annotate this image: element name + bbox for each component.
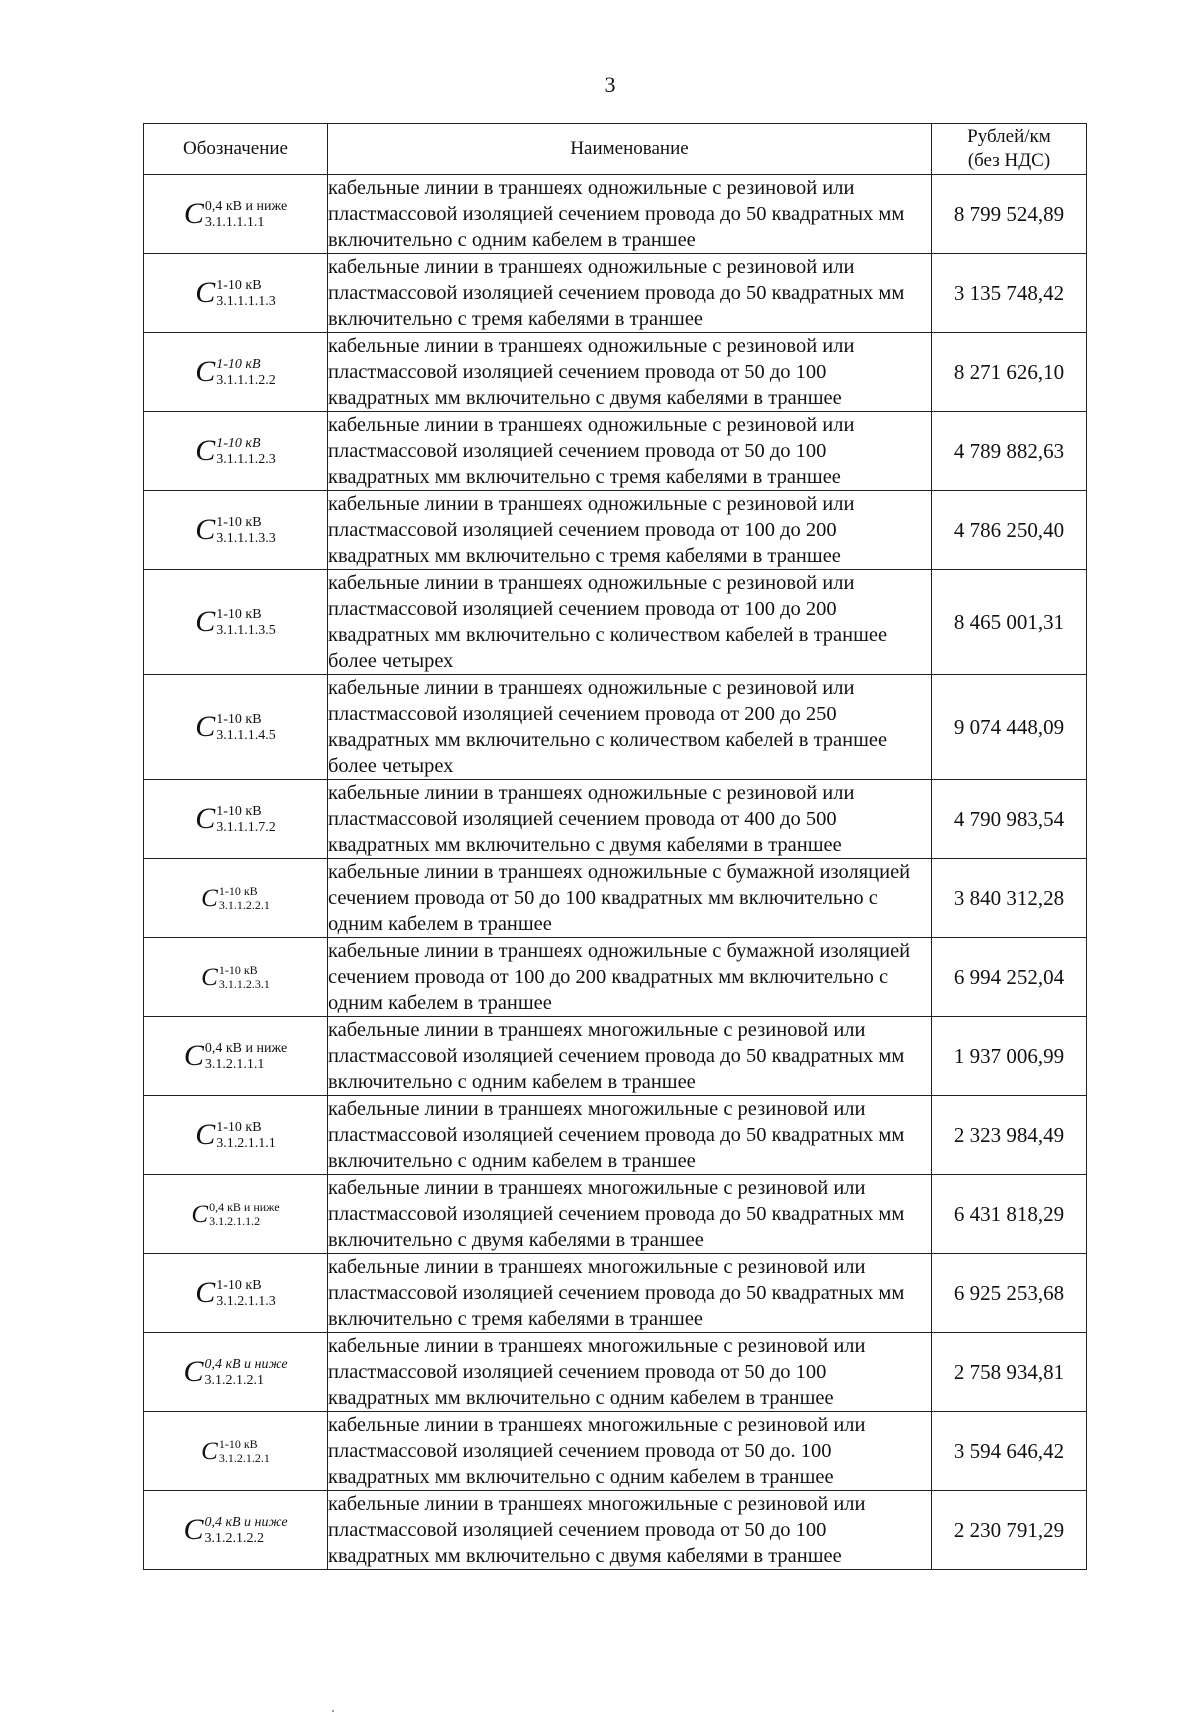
name-cell: кабельные линии в траншеях одножильные с резиновой или пластмассовой изоляцией сечением провода до 50 квадратных мм включительно с одним кабелем в траншее bbox=[328, 175, 932, 254]
designation-symbol bbox=[183, 1515, 287, 1546]
designation-index: 3.1.1.1.7.2 bbox=[216, 819, 276, 835]
table-row bbox=[144, 254, 1087, 333]
header-price-line2: (без НДС) bbox=[967, 150, 1051, 171]
name-cell: кабельные линии в траншеях многожильные с резиновой или пластмассовой изоляцией сечением провода до 50 квадратных мм включительно с одним кабелем в траншее bbox=[328, 1017, 932, 1096]
designation-cell bbox=[144, 570, 328, 675]
designation-symbol bbox=[195, 712, 276, 743]
table-row bbox=[144, 1254, 1087, 1333]
table-row bbox=[144, 780, 1087, 859]
table-row bbox=[144, 859, 1087, 938]
designation-index: 3.1.1.2.3.1 bbox=[218, 976, 270, 991]
table-row bbox=[144, 1175, 1087, 1254]
price-cell: 4 786 250,40 bbox=[932, 491, 1087, 570]
designation-cell bbox=[144, 1333, 328, 1412]
designation-letter: C bbox=[195, 802, 216, 835]
designation-letter: C bbox=[195, 1118, 216, 1151]
name-cell: кабельные линии в траншеях одножильные с бумажной изоляцией сечением провода от 100 до 200 квадратных мм включительно с одним кабелем в траншее bbox=[328, 938, 932, 1017]
designation-symbol bbox=[195, 278, 276, 309]
designation-voltage: 0,4 кВ и ниже bbox=[204, 1514, 288, 1530]
designation-voltage: 0,4 кВ и ниже bbox=[204, 1356, 288, 1372]
price-cell: 8 799 524,89 bbox=[932, 175, 1087, 254]
designation-symbol bbox=[184, 199, 287, 230]
table-header bbox=[144, 124, 1087, 175]
designation-index: 3.1.1.2.2.1 bbox=[218, 897, 270, 912]
name-cell: кабельные линии в траншеях многожильные с резиновой или пластмассовой изоляцией сечением провода от 50 до 100 квадратных мм включительно с двумя кабелями в траншее bbox=[328, 1491, 932, 1570]
table-row bbox=[144, 333, 1087, 412]
name-cell: кабельные линии в траншеях многожильные с резиновой или пластмассовой изоляцией сечением провода от 50 до 100 квадратных мм включительно с одним кабелем в траншее bbox=[328, 1333, 932, 1412]
price-cell: 3 594 646,42 bbox=[932, 1412, 1087, 1491]
designation-index: 3.1.2.1.1.1 bbox=[204, 1056, 265, 1072]
designation-letter: C bbox=[183, 1039, 204, 1072]
designation-index: 3.1.2.1.2.1 bbox=[218, 1450, 270, 1465]
designation-voltage: 1-10 кВ bbox=[216, 803, 262, 819]
designation-symbol bbox=[201, 1438, 270, 1465]
price-cell: 6 925 253,68 bbox=[932, 1254, 1087, 1333]
designation-letter: C bbox=[195, 434, 216, 467]
table-row bbox=[144, 1096, 1087, 1175]
designation-index: 3.1.2.1.2.1 bbox=[204, 1372, 264, 1388]
designation-symbol bbox=[184, 1041, 287, 1072]
designation-symbol bbox=[195, 804, 276, 835]
designation-letter: C bbox=[195, 513, 216, 546]
price-cell: 2 758 934,81 bbox=[932, 1333, 1087, 1412]
designation-cell bbox=[144, 175, 328, 254]
designation-voltage: 1-10 кВ bbox=[216, 356, 261, 372]
designation-letter: C bbox=[195, 1276, 216, 1309]
name-cell: кабельные линии в траншеях многожильные с резиновой или пластмассовой изоляцией сечением провода до 50 квадратных мм включительно с тремя кабелями в траншее bbox=[328, 1254, 932, 1333]
designation-symbol bbox=[195, 436, 276, 467]
designation-index: 3.1.1.1.3.3 bbox=[216, 530, 276, 546]
header-code: Обозначение bbox=[144, 124, 328, 175]
designation-cell bbox=[144, 254, 328, 333]
designation-index: 3.1.1.1.4.5 bbox=[216, 727, 276, 743]
designation-letter: C bbox=[201, 1437, 218, 1465]
table-row bbox=[144, 1412, 1087, 1491]
designation-voltage: 1-10 кВ bbox=[218, 883, 258, 898]
table-row bbox=[144, 570, 1087, 675]
name-cell: кабельные линии в траншеях одножильные с резиновой или пластмассовой изоляцией сечением провода от 50 до 100 квадратных мм включительно с двумя кабелями в траншее bbox=[328, 333, 932, 412]
price-cell: 3 840 312,28 bbox=[932, 859, 1087, 938]
designation-letter: C bbox=[183, 1513, 204, 1546]
designation-cell bbox=[144, 491, 328, 570]
table-row bbox=[144, 1491, 1087, 1570]
designation-cell bbox=[144, 938, 328, 1017]
header-price-line1: Рублей/км bbox=[967, 126, 1051, 147]
designation-symbol bbox=[195, 1278, 276, 1309]
designation-letter: C bbox=[191, 1200, 209, 1228]
designation-voltage: 1-10 кВ bbox=[216, 1277, 262, 1293]
designation-symbol bbox=[201, 964, 270, 991]
header-price bbox=[932, 124, 1087, 175]
designation-symbol bbox=[191, 1201, 279, 1228]
designation-voltage: 1-10 кВ bbox=[218, 1436, 258, 1451]
designation-letter: C bbox=[201, 963, 218, 991]
designation-voltage: 1-10 кВ bbox=[216, 606, 262, 622]
designation-index: 3.1.2.1.1.1 bbox=[216, 1135, 276, 1151]
price-cell: 9 074 448,09 bbox=[932, 675, 1087, 780]
table-row bbox=[144, 491, 1087, 570]
designation-cell bbox=[144, 1412, 328, 1491]
name-cell: кабельные линии в траншеях одножильные с резиновой или пластмассовой изоляцией сечением провода от 200 до 250 квадратных мм включительно с количеством кабелей в траншее более четырех bbox=[328, 675, 932, 780]
table-row bbox=[144, 1017, 1087, 1096]
designation-letter: C bbox=[183, 197, 204, 230]
designation-index: 3.1.1.1.2.2 bbox=[216, 372, 276, 388]
designation-symbol bbox=[195, 515, 276, 546]
designation-index: 3.1.1.1.2.3 bbox=[216, 451, 276, 467]
designation-letter: C bbox=[195, 355, 216, 388]
designation-letter: C bbox=[183, 1355, 204, 1388]
designation-index: 3.1.1.1.3.5 bbox=[216, 622, 276, 638]
price-cell: 8 465 001,31 bbox=[932, 570, 1087, 675]
designation-symbol bbox=[201, 885, 270, 912]
name-cell: кабельные линии в траншеях одножильные с резиновой или пластмассовой изоляцией сечением провода от 100 до 200 квадратных мм включительно с количеством кабелей в траншее более четырех bbox=[328, 570, 932, 675]
designation-cell bbox=[144, 1491, 328, 1570]
table-row bbox=[144, 938, 1087, 1017]
designation-voltage: 1-10 кВ bbox=[216, 435, 261, 451]
designation-index: 3.1.2.1.2.2 bbox=[204, 1530, 264, 1546]
designation-voltage: 1-10 кВ bbox=[218, 962, 258, 977]
table-body bbox=[144, 175, 1087, 1570]
designation-cell bbox=[144, 1254, 328, 1333]
table-row bbox=[144, 175, 1087, 254]
price-cell: 6 431 818,29 bbox=[932, 1175, 1087, 1254]
designation-symbol bbox=[195, 607, 276, 638]
price-cell: 2 230 791,29 bbox=[932, 1491, 1087, 1570]
price-cell: 6 994 252,04 bbox=[932, 938, 1087, 1017]
name-cell: кабельные линии в траншеях многожильные с резиновой или пластмассовой изоляцией сечением провода до 50 квадратных мм включительно с двумя кабелями в траншее bbox=[328, 1175, 932, 1254]
designation-voltage: 1-10 кВ bbox=[216, 711, 262, 727]
name-cell: кабельные линии в траншеях одножильные с резиновой или пластмассовой изоляцией сечением провода от 50 до 100 квадратных мм включительно с тремя кабелями в траншее bbox=[328, 412, 932, 491]
name-cell: кабельные линии в траншеях одножильные с бумажной изоляцией сечением провода от 50 до 100 квадратных мм включительно с одним кабелем в траншее bbox=[328, 859, 932, 938]
designation-index: 3.1.1.1.1.1 bbox=[204, 214, 265, 230]
designation-cell bbox=[144, 1017, 328, 1096]
designation-index: 3.1.2.1.1.3 bbox=[216, 1293, 276, 1309]
designation-symbol bbox=[195, 1120, 276, 1151]
designation-index: 3.1.2.1.1.2 bbox=[209, 1213, 261, 1228]
table-row bbox=[144, 412, 1087, 491]
designation-voltage: 0,4 кВ и ниже bbox=[204, 198, 288, 214]
designation-letter: C bbox=[195, 276, 216, 309]
table-row bbox=[144, 1333, 1087, 1412]
scan-speck bbox=[332, 1710, 334, 1712]
header-name: Наименование bbox=[328, 124, 932, 175]
price-cell: 4 789 882,63 bbox=[932, 412, 1087, 491]
page-number: 3 bbox=[604, 72, 616, 97]
rates-table bbox=[143, 123, 1087, 1570]
designation-cell bbox=[144, 675, 328, 780]
designation-letter: C bbox=[195, 710, 216, 743]
designation-voltage: 1-10 кВ bbox=[216, 1119, 262, 1135]
name-cell: кабельные линии в траншеях многожильные с резиновой или пластмассовой изоляцией сечением провода до 50 квадратных мм включительно с одним кабелем в траншее bbox=[328, 1096, 932, 1175]
price-cell: 1 937 006,99 bbox=[932, 1017, 1087, 1096]
name-cell: кабельные линии в траншеях многожильные с резиновой или пластмассовой изоляцией сечением провода от 50 до. 100 квадратных мм включительно с одним кабелем в траншее bbox=[328, 1412, 932, 1491]
price-cell: 8 271 626,10 bbox=[932, 333, 1087, 412]
designation-cell bbox=[144, 780, 328, 859]
designation-voltage: 1-10 кВ bbox=[216, 277, 262, 293]
designation-index: 3.1.1.1.1.3 bbox=[216, 293, 276, 309]
designation-letter: C bbox=[201, 884, 218, 912]
designation-cell bbox=[144, 1175, 328, 1254]
name-cell: кабельные линии в траншеях одножильные с резиновой или пластмассовой изоляцией сечением провода от 400 до 500 квадратных мм включительно с двумя кабелями в траншее bbox=[328, 780, 932, 859]
designation-voltage: 0,4 кВ и ниже bbox=[204, 1040, 288, 1056]
designation-voltage: 0,4 кВ и ниже bbox=[209, 1199, 280, 1214]
name-cell: кабельные линии в траншеях одножильные с резиновой или пластмассовой изоляцией сечением провода от 100 до 200 квадратных мм включительно с тремя кабелями в траншее bbox=[328, 491, 932, 570]
price-cell: 3 135 748,42 bbox=[932, 254, 1087, 333]
designation-cell bbox=[144, 333, 328, 412]
designation-cell bbox=[144, 859, 328, 938]
designation-symbol bbox=[183, 1357, 287, 1388]
designation-cell bbox=[144, 412, 328, 491]
header-row bbox=[144, 124, 1087, 175]
designation-letter: C bbox=[195, 605, 216, 638]
name-cell: кабельные линии в траншеях одножильные с резиновой или пластмассовой изоляцией сечением провода до 50 квадратных мм включительно с тремя кабелями в траншее bbox=[328, 254, 932, 333]
designation-symbol bbox=[195, 357, 276, 388]
table-row bbox=[144, 675, 1087, 780]
price-cell: 4 790 983,54 bbox=[932, 780, 1087, 859]
price-cell: 2 323 984,49 bbox=[932, 1096, 1087, 1175]
designation-voltage: 1-10 кВ bbox=[216, 514, 262, 530]
designation-cell bbox=[144, 1096, 328, 1175]
